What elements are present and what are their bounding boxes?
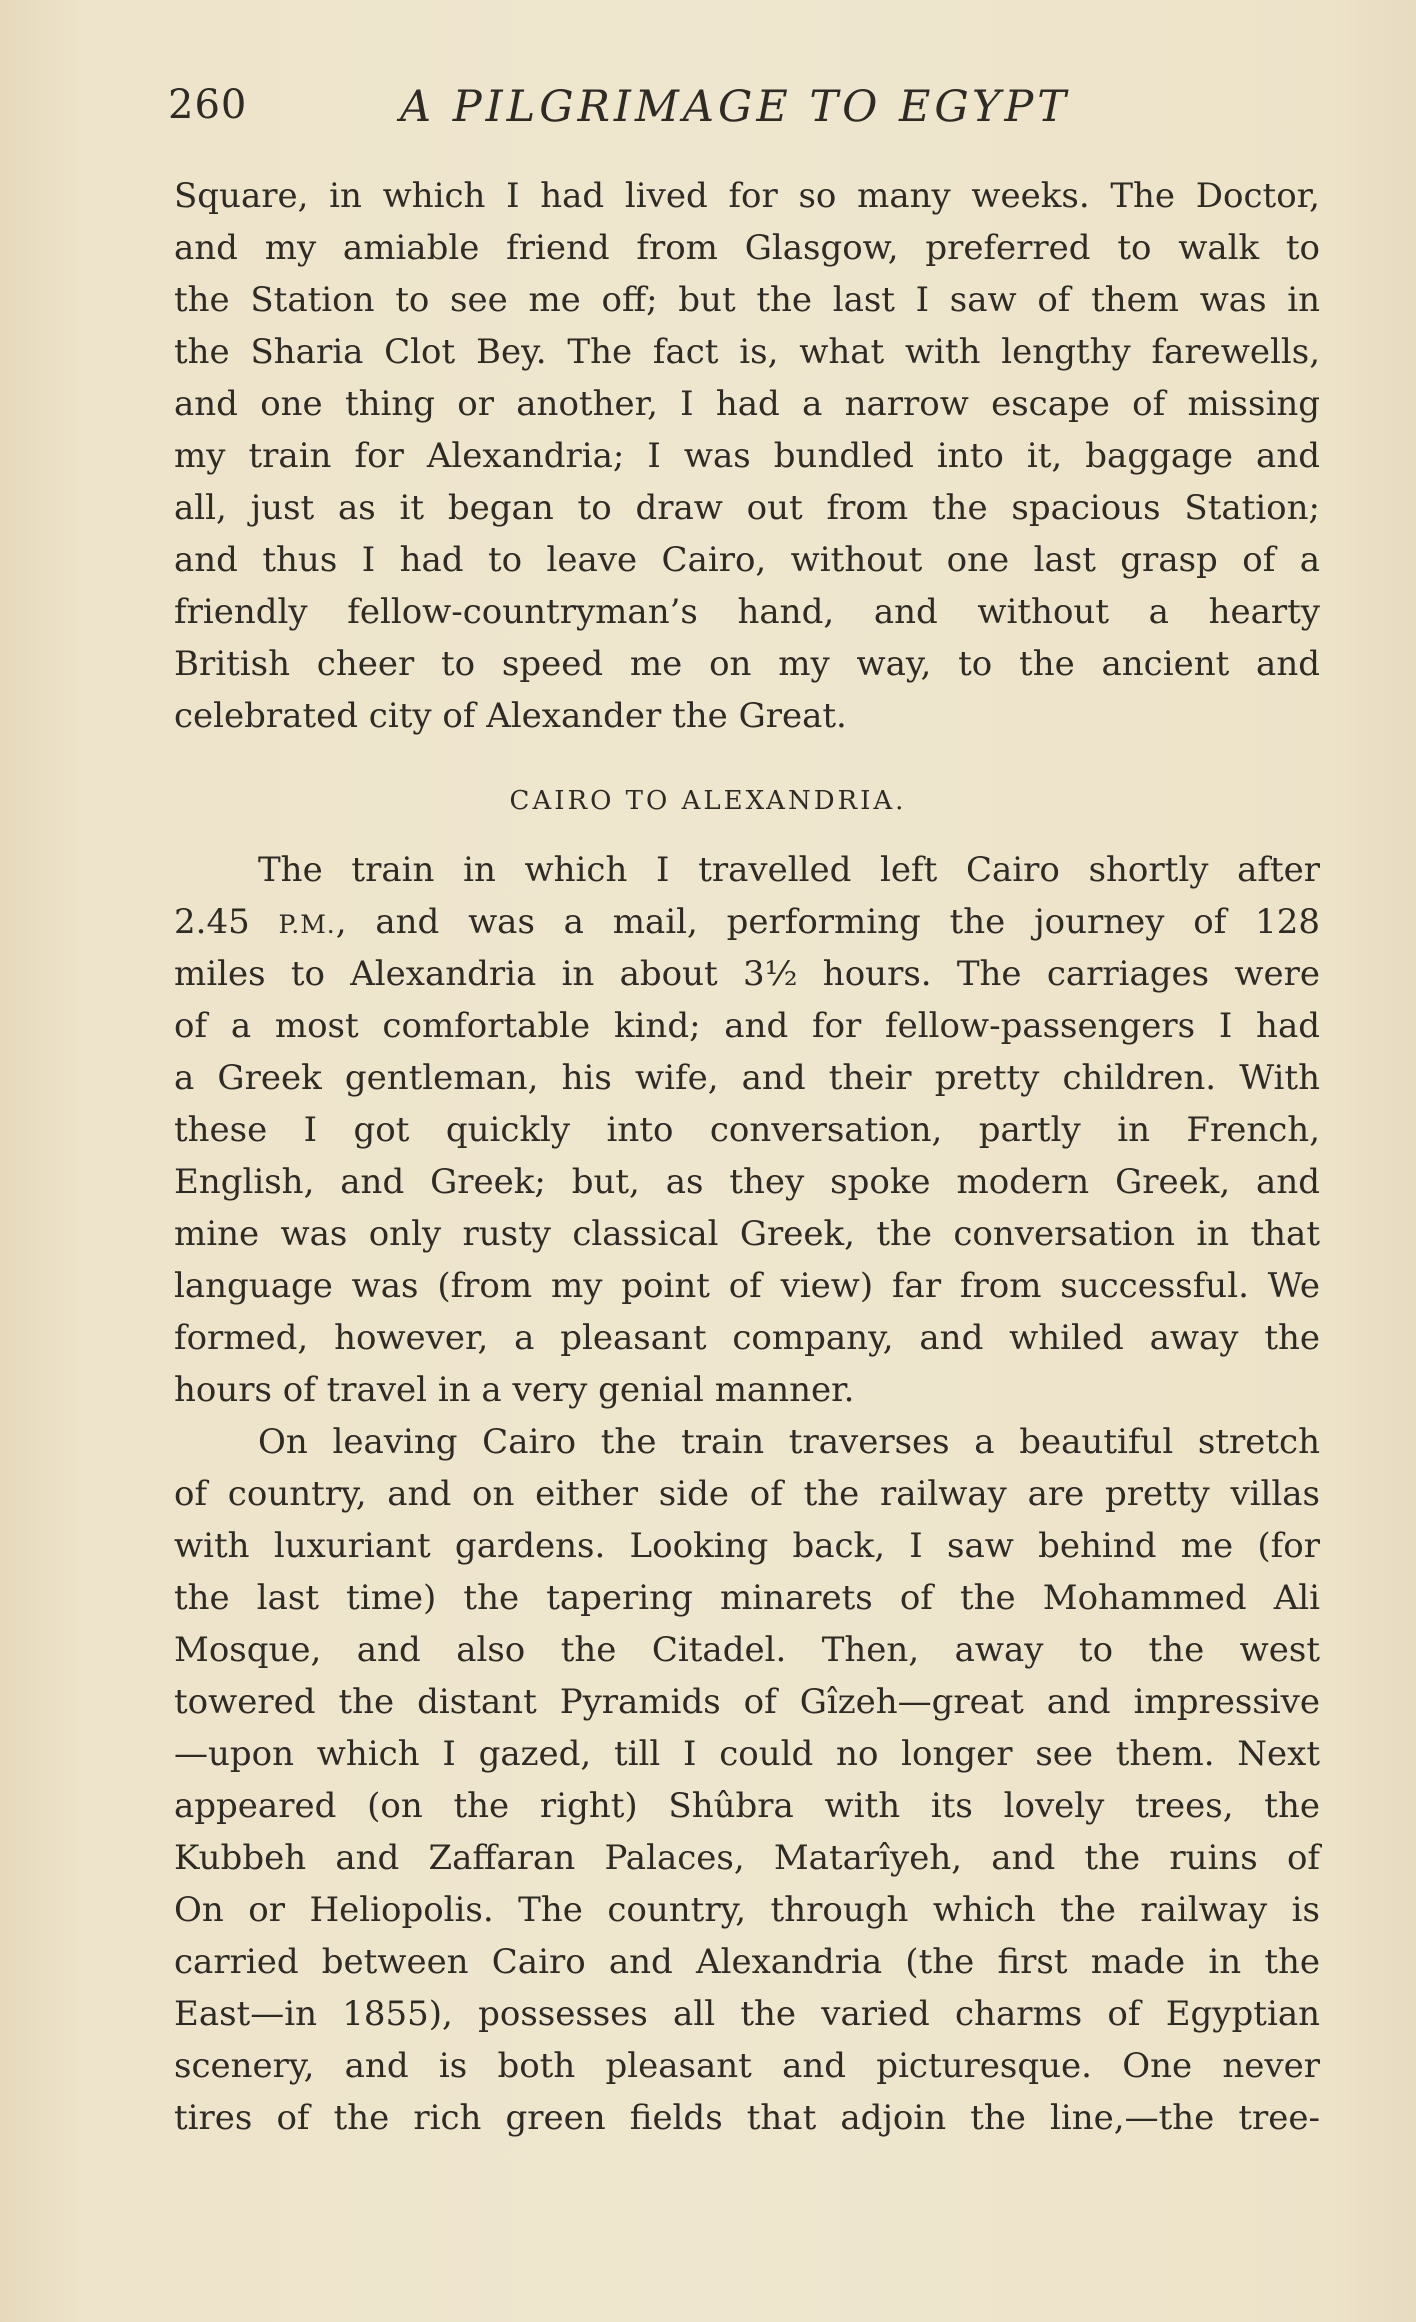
- text-line: with luxuriant gardens. Looking back, I saw behind me (for: [174, 1526, 1320, 1566]
- text-line: On leaving Cairo the train traverses a beautiful stretch: [258, 1422, 1320, 1462]
- text-line: Mosque, and also the Citadel. Then, away to the west: [174, 1630, 1320, 1670]
- text-line: all, just as it began to draw out from the spacious Station;: [174, 488, 1320, 528]
- text-line: my train for Alexandria; I was bundled into it, baggage and: [174, 436, 1320, 476]
- text-line: scenery, and is both pleasant and picturesque. One never: [174, 2046, 1320, 2086]
- text-line: Square, in which I had lived for so many weeks. The Doctor,: [174, 176, 1320, 216]
- text-line: of a most comfortable kind; and for fellow-passengers I had: [174, 1006, 1320, 1046]
- section-heading: CAIRO TO ALEXANDRIA.: [509, 786, 907, 816]
- text-line: English, and Greek; but, as they spoke modern Greek, and: [174, 1162, 1320, 1202]
- text-line: —upon which I gazed, till I could no longer see them. Next: [174, 1734, 1320, 1774]
- text-line: the Sharia Clot Bey. The fact is, what with lengthy farewells,: [174, 332, 1320, 372]
- text-line: miles to Alexandria in about 3½ hours. The carriages were: [174, 954, 1320, 994]
- text-line: and my amiable friend from Glasgow, preferred to walk to: [174, 228, 1320, 268]
- text-line: hours of travel in a very genial manner.: [174, 1370, 855, 1410]
- text-line: of country, and on either side of the railway are pretty villas: [174, 1474, 1320, 1514]
- text-line: the last time) the tapering minarets of the Mohammed Ali: [174, 1578, 1320, 1618]
- text-line: carried between Cairo and Alexandria (the first made in the: [174, 1942, 1320, 1982]
- page-header: [168, 82, 1086, 142]
- text-line: these I got quickly into conversation, partly in French,: [174, 1110, 1320, 1150]
- time-value: 2.45: [174, 902, 250, 942]
- running-title: A PILGRIMAGE TO EGYPT: [400, 82, 1070, 132]
- text-line: appeared (on the right) Shûbra with its lovely trees, the: [174, 1786, 1320, 1826]
- text-line: the Station to see me off; but the last I saw of them was in: [174, 280, 1320, 320]
- text-line: a Greek gentleman, his wife, and their pretty children. With: [174, 1058, 1320, 1098]
- text-line: On or Heliopolis. The country, through which the railway is: [174, 1890, 1320, 1930]
- page-number: 260: [168, 82, 248, 128]
- text-line: [174, 898, 1320, 946]
- text-line: towered the distant Pyramids of Gîzeh—great and impressive: [174, 1682, 1320, 1722]
- text-line: British cheer to speed me on my way, to the ancient and: [174, 644, 1320, 684]
- text-line: and one thing or another, I had a narrow escape of missing: [174, 384, 1320, 424]
- text-line: Kubbeh and Zaffaran Palaces, Matarîyeh, and the ruins of: [174, 1838, 1320, 1878]
- time-period: P.M.: [278, 910, 336, 939]
- text-fragment: , and was a mail, performing the journey of 128: [335, 902, 1320, 942]
- text-line: tires of the rich green fields that adjoin the line,—the tree-: [174, 2098, 1320, 2138]
- text-line: and thus I had to leave Cairo, without one last grasp of a: [174, 540, 1320, 580]
- text-line: mine was only rusty classical Greek, the conversation in that: [174, 1214, 1320, 1254]
- text-line: language was (from my point of view) far from successful. We: [174, 1266, 1320, 1306]
- text-line: East—in 1855), possesses all the varied charms of Egyptian: [174, 1994, 1320, 2034]
- text-line: friendly fellow-countryman’s hand, and without a hearty: [174, 592, 1320, 632]
- text-line: celebrated city of Alexander the Great.: [174, 696, 847, 736]
- text-line: formed, however, a pleasant company, and whiled away the: [174, 1318, 1320, 1358]
- text-line: The train in which I travelled left Cairo shortly after: [258, 850, 1320, 890]
